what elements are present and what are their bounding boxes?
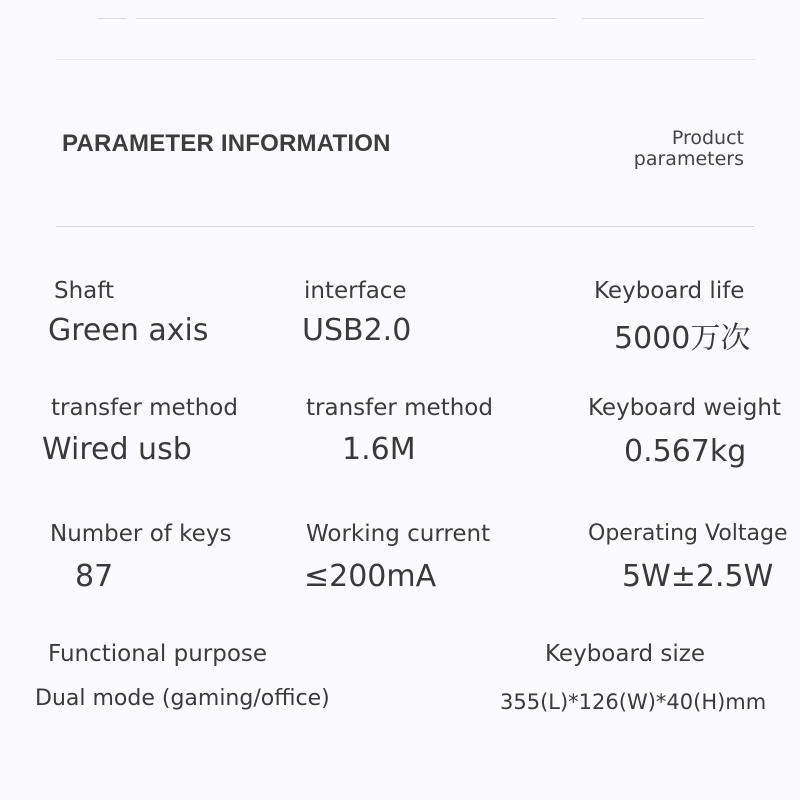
subtitle-line-1: Product (671, 127, 744, 149)
subtitle-line-2: parameters (633, 148, 744, 170)
param-label-keyboard-size: Keyboard size (545, 641, 706, 667)
param-label-operating-voltage: Operating Voltage (588, 521, 788, 546)
param-value-keyboard-weight: 0.567kg (624, 434, 747, 469)
param-value-working-current: ≤200mA (304, 559, 437, 594)
param-label-keyboard-life: Keyboard life (594, 278, 745, 304)
param-value-keyboard-size: 355(L)*126(W)*40(H)mm (500, 690, 767, 714)
top-divider-mid (136, 18, 556, 19)
page-subtitle (634, 128, 744, 170)
param-label-interface: interface (304, 278, 407, 304)
param-label-transfer-method: transfer method (51, 395, 238, 421)
header-divider (56, 226, 754, 227)
param-label-functional-purpose: Functional purpose (48, 641, 268, 667)
upper-divider (56, 59, 756, 60)
param-label-transfer-method-2: transfer method (306, 395, 493, 421)
param-value-shaft: Green axis (48, 313, 209, 348)
param-value-operating-voltage: 5W±2.5W (622, 559, 774, 594)
param-label-number-of-keys: Number of keys (50, 521, 232, 547)
param-value-number-of-keys: 87 (75, 559, 114, 594)
param-label-working-current: Working current (306, 521, 491, 547)
page-title: PARAMETER INFORMATION (62, 130, 391, 157)
param-value-keyboard-life: 5000万次 (614, 321, 751, 356)
top-divider-right (582, 18, 704, 19)
top-divider-short (98, 18, 126, 19)
param-label-keyboard-weight: Keyboard weight (588, 395, 781, 421)
param-value-interface: USB2.0 (302, 313, 412, 348)
param-value-cable-length: 1.6M (342, 432, 416, 467)
param-label-shaft: Shaft (54, 278, 114, 304)
param-value-functional-purpose: Dual mode (gaming/office) (35, 686, 330, 711)
param-value-transfer-method: Wired usb (42, 432, 192, 467)
